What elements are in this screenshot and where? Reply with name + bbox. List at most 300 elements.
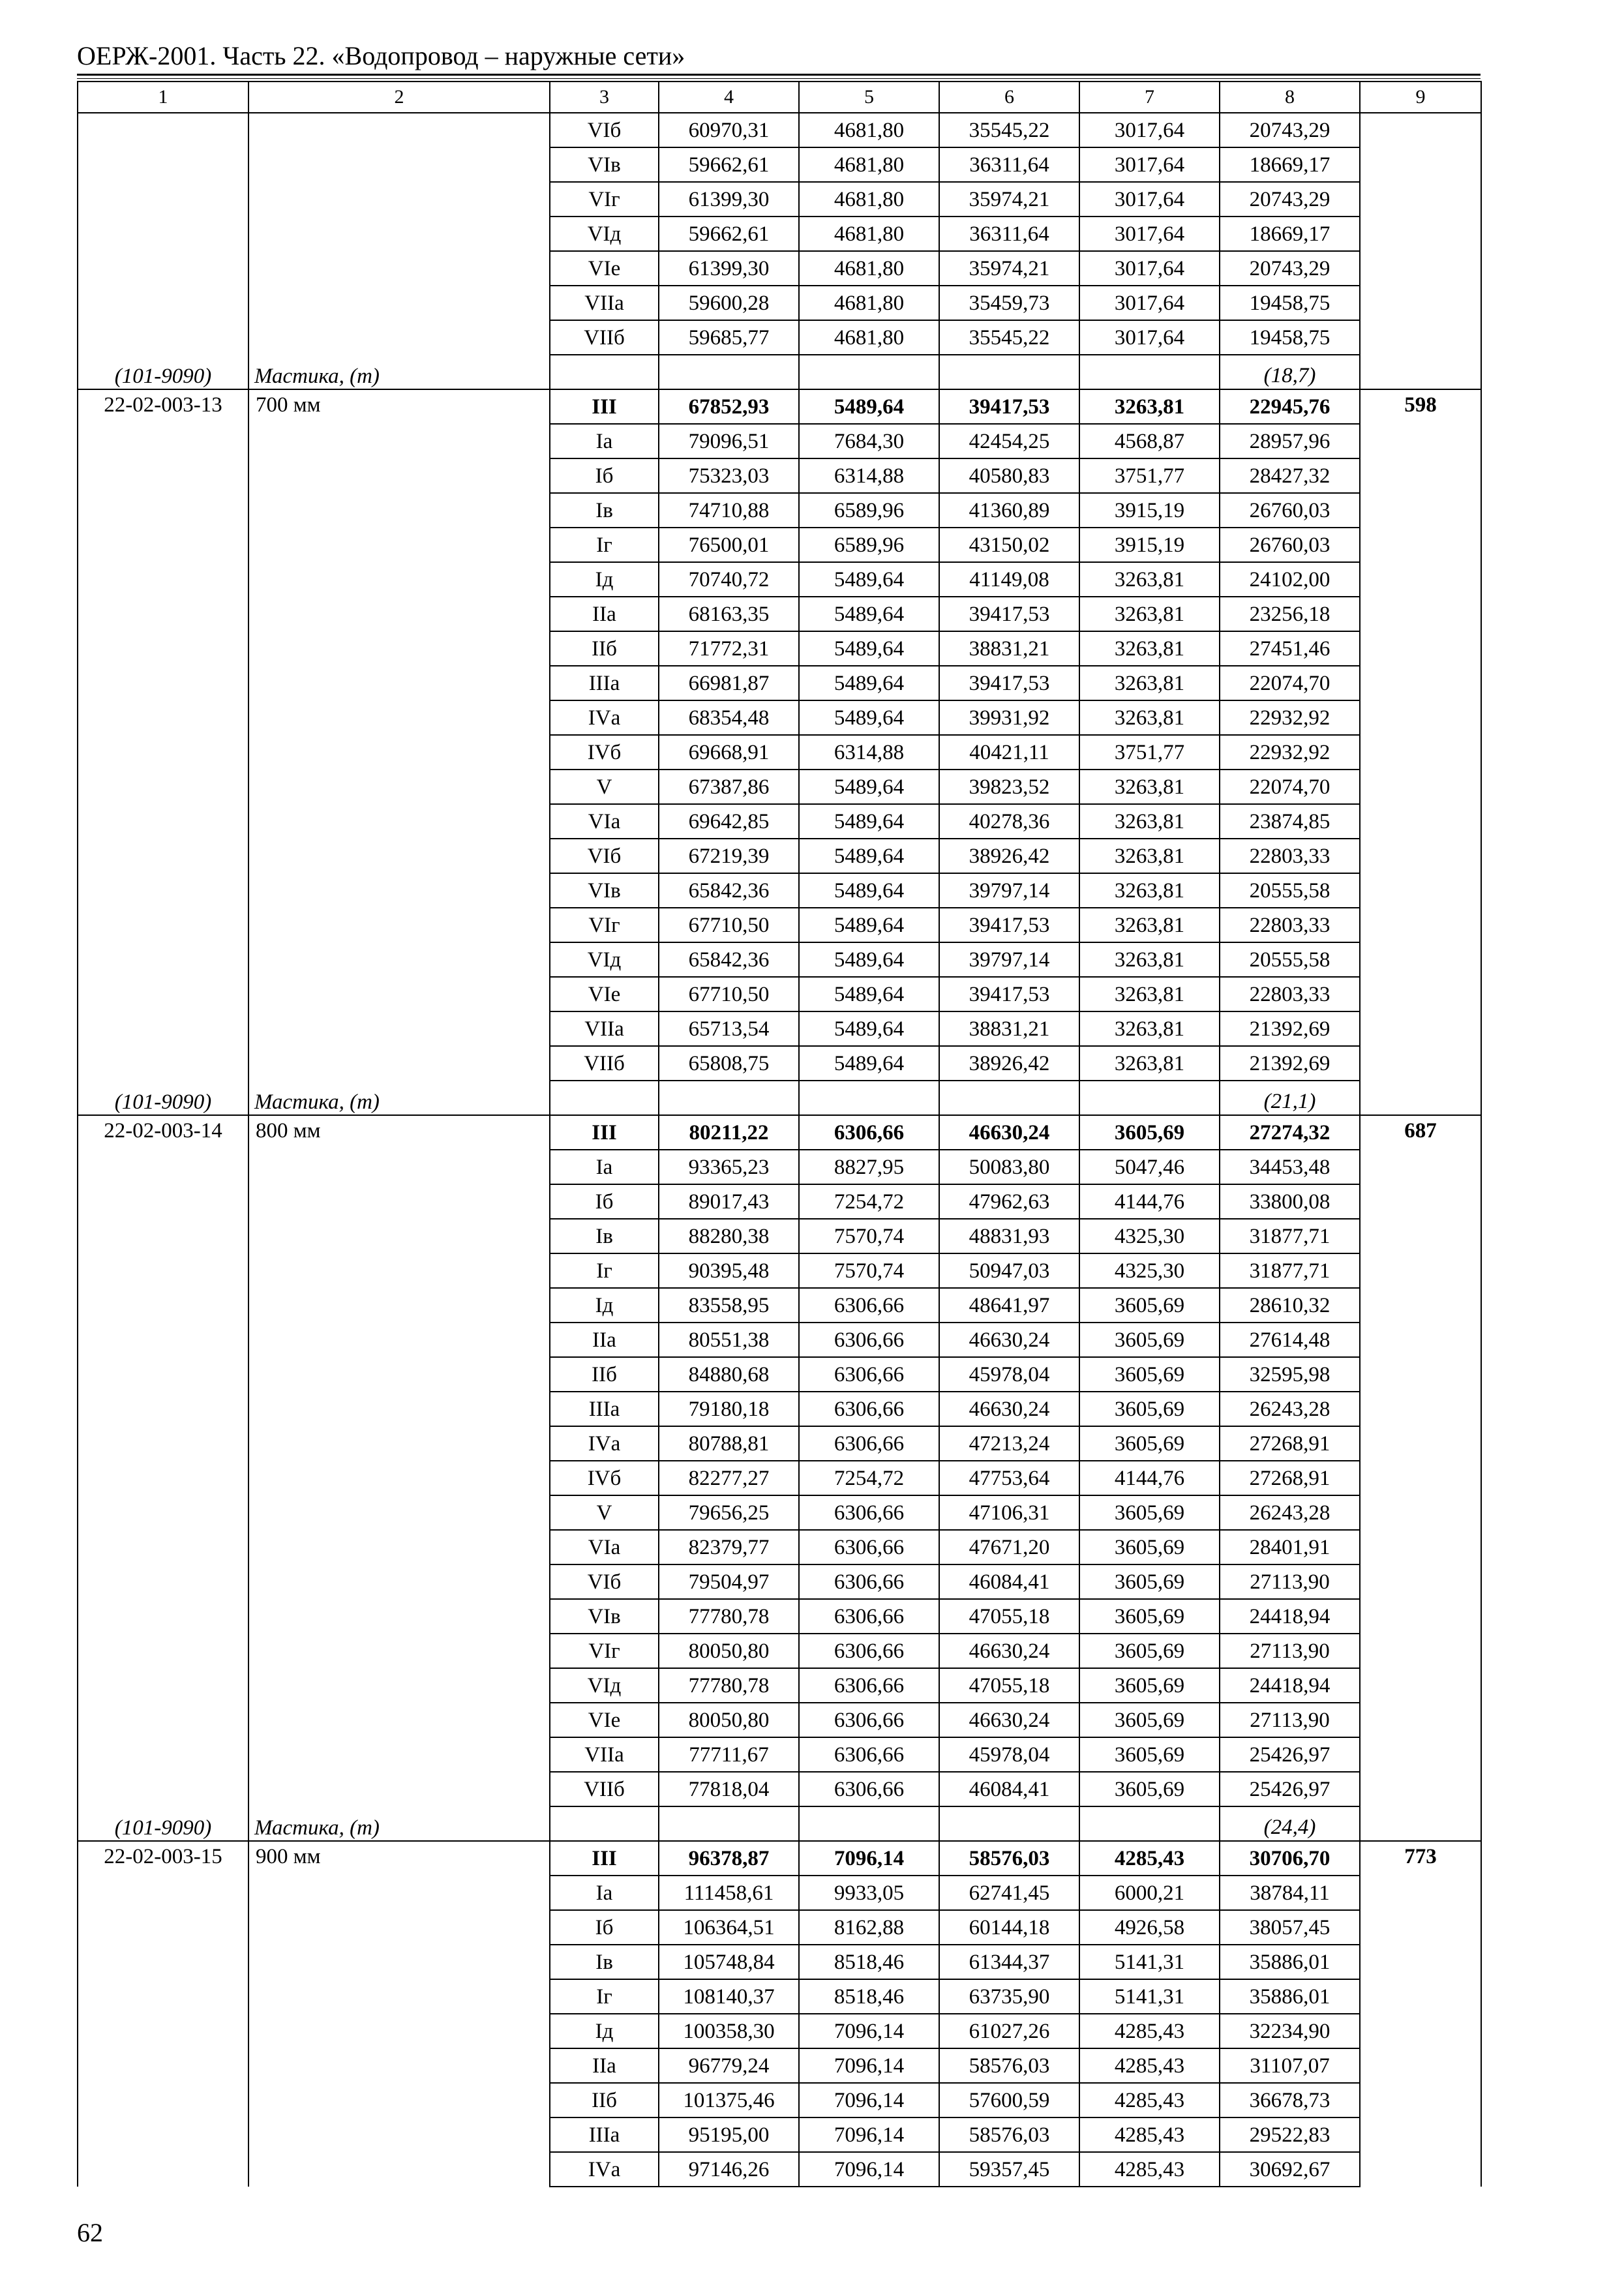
price-cell: 5141,31 [1079, 1979, 1220, 2014]
price-cell: 3751,77 [1079, 458, 1220, 493]
table-row [78, 1115, 1481, 1150]
price-cell: 65808,75 [659, 1046, 799, 1081]
price-cell: 5489,64 [799, 942, 939, 977]
price-cell: 84880,68 [659, 1357, 799, 1392]
price-cell: 79656,25 [659, 1495, 799, 1530]
price-cell: 105748,84 [659, 1945, 799, 1979]
empty-cell [939, 1081, 1079, 1115]
region-zone-cell: Iг [550, 1253, 659, 1288]
price-cell: 80551,38 [659, 1323, 799, 1357]
price-cell: 46630,24 [939, 1392, 1079, 1426]
price-cell: 7570,74 [799, 1219, 939, 1253]
price-cell: 27113,90 [1220, 1564, 1360, 1599]
region-zone-cell: IIа [550, 597, 659, 631]
price-cell: 7096,14 [799, 2117, 939, 2152]
price-cell: 40421,11 [939, 735, 1079, 770]
empty-cell [939, 355, 1079, 389]
price-cell: 5489,64 [799, 562, 939, 597]
price-cell: 7096,14 [799, 1841, 939, 1876]
price-cell: 4325,30 [1079, 1219, 1220, 1253]
price-cell: 4285,43 [1079, 2048, 1220, 2083]
price-cell: 40580,83 [939, 458, 1079, 493]
column-number: 7 [1079, 82, 1220, 113]
price-cell: 58576,03 [939, 1841, 1079, 1876]
region-zone-cell: Iв [550, 1219, 659, 1253]
region-zone-cell: IIб [550, 631, 659, 666]
price-cell: 6306,66 [799, 1703, 939, 1737]
price-cell: 6306,66 [799, 1599, 939, 1634]
rate-name: 900 мм [248, 1841, 550, 2187]
price-cell: 97146,26 [659, 2152, 799, 2187]
price-cell: 5489,64 [799, 631, 939, 666]
rate-code [78, 113, 248, 389]
price-cell: 3263,81 [1079, 873, 1220, 908]
price-cell: 4144,76 [1079, 1184, 1220, 1219]
price-cell: 39931,92 [939, 700, 1079, 735]
price-cell: 47106,31 [939, 1495, 1079, 1530]
price-cell: 3017,64 [1079, 320, 1220, 355]
price-cell: 6589,96 [799, 528, 939, 562]
price-cell: 22803,33 [1220, 977, 1360, 1011]
region-zone-cell: IVа [550, 1426, 659, 1461]
price-cell: 3605,69 [1079, 1357, 1220, 1392]
region-zone-cell: IIIа [550, 666, 659, 700]
price-cell: 33800,08 [1220, 1184, 1360, 1219]
price-cell: 38926,42 [939, 839, 1079, 873]
price-cell: 61344,37 [939, 1945, 1079, 1979]
price-cell: 39417,53 [939, 908, 1079, 942]
material-quantity: (24,4) [1220, 1806, 1360, 1841]
price-cell: 3605,69 [1079, 1323, 1220, 1357]
price-cell: 24102,00 [1220, 562, 1360, 597]
price-cell: 46084,41 [939, 1564, 1079, 1599]
region-zone-cell: Iд [550, 562, 659, 597]
price-cell: 22932,92 [1220, 700, 1360, 735]
price-cell: 39417,53 [939, 666, 1079, 700]
price-cell: 3263,81 [1079, 770, 1220, 804]
region-zone-cell: Iа [550, 1876, 659, 1910]
price-cell: 70740,72 [659, 562, 799, 597]
price-cell: 80211,22 [659, 1115, 799, 1150]
rate-unit-value: 773 [1360, 1841, 1481, 2187]
region-zone-cell: IVб [550, 1461, 659, 1495]
region-zone-cell: IIа [550, 2048, 659, 2083]
price-cell: 69642,85 [659, 804, 799, 839]
price-cell: 20743,29 [1220, 113, 1360, 147]
price-cell: 19458,75 [1220, 286, 1360, 320]
price-cell: 35459,73 [939, 286, 1079, 320]
region-zone-cell: VIд [550, 217, 659, 251]
price-cell: 4681,80 [799, 182, 939, 217]
price-cell: 90395,48 [659, 1253, 799, 1288]
region-zone-cell: IIб [550, 1357, 659, 1392]
price-cell: 3263,81 [1079, 562, 1220, 597]
price-cell: 100358,30 [659, 2014, 799, 2048]
material-code: (101-9090) [114, 1090, 212, 1114]
price-cell: 3751,77 [1079, 735, 1220, 770]
price-cell: 88280,38 [659, 1219, 799, 1253]
price-cell: 34453,48 [1220, 1150, 1360, 1184]
material-quantity: (21,1) [1220, 1081, 1360, 1115]
price-cell: 58576,03 [939, 2048, 1079, 2083]
price-cell: 39797,14 [939, 942, 1079, 977]
price-cell: 59662,61 [659, 217, 799, 251]
price-cell: 95195,00 [659, 2117, 799, 2152]
region-zone-cell: VIд [550, 1668, 659, 1703]
price-cell: 47753,64 [939, 1461, 1079, 1495]
price-cell: 58576,03 [939, 2117, 1079, 2152]
price-cell: 35974,21 [939, 251, 1079, 286]
price-cell: 46630,24 [939, 1115, 1079, 1150]
region-zone-cell: VIIб [550, 320, 659, 355]
region-zone-cell: VIг [550, 1634, 659, 1668]
price-cell: 6306,66 [799, 1564, 939, 1599]
price-cell: 59357,45 [939, 2152, 1079, 2187]
price-cell: 25426,97 [1220, 1772, 1360, 1806]
empty-cell [550, 1081, 659, 1115]
region-zone-cell: IVа [550, 700, 659, 735]
region-zone-cell: VIб [550, 113, 659, 147]
price-cell: 3605,69 [1079, 1737, 1220, 1772]
price-cell: 8827,95 [799, 1150, 939, 1184]
price-cell: 4681,80 [799, 286, 939, 320]
material-quantity: (18,7) [1220, 355, 1360, 389]
region-zone-cell: Iв [550, 493, 659, 528]
rates-table [77, 81, 1482, 2187]
price-cell: 60144,18 [939, 1910, 1079, 1945]
price-cell: 3605,69 [1079, 1703, 1220, 1737]
price-cell: 47671,20 [939, 1530, 1079, 1564]
column-number: 4 [659, 82, 799, 113]
price-cell: 4681,80 [799, 217, 939, 251]
price-cell: 46630,24 [939, 1634, 1079, 1668]
price-cell: 3605,69 [1079, 1668, 1220, 1703]
price-cell: 41360,89 [939, 493, 1079, 528]
price-cell: 5489,64 [799, 666, 939, 700]
price-cell: 76500,01 [659, 528, 799, 562]
price-cell: 71772,31 [659, 631, 799, 666]
price-cell: 6306,66 [799, 1392, 939, 1426]
price-cell: 5489,64 [799, 389, 939, 424]
region-zone-cell: VIг [550, 908, 659, 942]
price-cell: 7254,72 [799, 1461, 939, 1495]
price-cell: 8518,46 [799, 1945, 939, 1979]
price-cell: 42454,25 [939, 424, 1079, 458]
region-zone-cell: VIIб [550, 1772, 659, 1806]
price-cell: 39417,53 [939, 597, 1079, 631]
price-cell: 4681,80 [799, 251, 939, 286]
region-zone-cell: VIг [550, 182, 659, 217]
price-cell: 6306,66 [799, 1668, 939, 1703]
region-zone-cell: Iд [550, 2014, 659, 2048]
price-cell: 83558,95 [659, 1288, 799, 1323]
price-cell: 39797,14 [939, 873, 1079, 908]
price-cell: 3605,69 [1079, 1599, 1220, 1634]
rate-name [248, 113, 550, 389]
price-cell: 27113,90 [1220, 1703, 1360, 1737]
material-code: (101-9090) [114, 1816, 212, 1840]
price-cell: 3017,64 [1079, 251, 1220, 286]
price-cell: 3017,64 [1079, 217, 1220, 251]
empty-cell [799, 1806, 939, 1841]
price-cell: 77780,78 [659, 1668, 799, 1703]
empty-cell [659, 1081, 799, 1115]
price-cell: 96378,87 [659, 1841, 799, 1876]
material-code: (101-9090) [114, 365, 212, 388]
price-cell: 7096,14 [799, 2152, 939, 2187]
price-cell: 9933,05 [799, 1876, 939, 1910]
price-cell: 35974,21 [939, 182, 1079, 217]
price-cell: 35886,01 [1220, 1979, 1360, 2014]
region-zone-cell: VIд [550, 942, 659, 977]
empty-cell [939, 1806, 1079, 1841]
table-row [78, 389, 1481, 424]
price-cell: 68163,35 [659, 597, 799, 631]
page-header: ОЕРЖ-2001. Часть 22. «Водопровод – наружные сети» [77, 41, 685, 70]
price-cell: 59685,77 [659, 320, 799, 355]
column-number: 8 [1220, 82, 1360, 113]
region-zone-cell: V [550, 770, 659, 804]
price-cell: 36311,64 [939, 147, 1079, 182]
region-zone-cell: VIIа [550, 1011, 659, 1046]
price-cell: 48831,93 [939, 1219, 1079, 1253]
price-cell: 3263,81 [1079, 597, 1220, 631]
price-cell: 111458,61 [659, 1876, 799, 1910]
price-cell: 4285,43 [1079, 2083, 1220, 2117]
price-cell: 79504,97 [659, 1564, 799, 1599]
price-cell: 6306,66 [799, 1530, 939, 1564]
column-number: 5 [799, 82, 939, 113]
empty-cell [1079, 1081, 1220, 1115]
price-cell: 3263,81 [1079, 804, 1220, 839]
price-cell: 46630,24 [939, 1703, 1079, 1737]
price-cell: 74710,88 [659, 493, 799, 528]
price-cell: 4144,76 [1079, 1461, 1220, 1495]
column-number: 6 [939, 82, 1079, 113]
price-cell: 65842,36 [659, 873, 799, 908]
price-cell: 50947,03 [939, 1253, 1079, 1288]
region-zone-cell: VIе [550, 1703, 659, 1737]
price-cell: 5489,64 [799, 1011, 939, 1046]
rate-code: 22-02-003-15 [78, 1841, 248, 2187]
empty-cell [1079, 355, 1220, 389]
region-zone-cell: V [550, 1495, 659, 1530]
empty-cell [799, 1081, 939, 1115]
price-cell: 26243,28 [1220, 1495, 1360, 1530]
price-cell: 67219,39 [659, 839, 799, 873]
price-cell: 3605,69 [1079, 1530, 1220, 1564]
price-cell: 26243,28 [1220, 1392, 1360, 1426]
price-cell: 63735,90 [939, 1979, 1079, 2014]
price-cell: 77780,78 [659, 1599, 799, 1634]
rate-unit-value: 687 [1360, 1115, 1481, 1841]
price-cell: 6314,88 [799, 735, 939, 770]
price-cell: 32595,98 [1220, 1357, 1360, 1392]
price-cell: 65842,36 [659, 942, 799, 977]
price-cell: 36311,64 [939, 217, 1079, 251]
price-cell: 5489,64 [799, 908, 939, 942]
price-cell: 46630,24 [939, 1323, 1079, 1357]
price-cell: 68354,48 [659, 700, 799, 735]
price-cell: 41149,08 [939, 562, 1079, 597]
region-zone-cell: Iб [550, 458, 659, 493]
price-cell: 93365,23 [659, 1150, 799, 1184]
price-cell: 4681,80 [799, 320, 939, 355]
price-cell: 27113,90 [1220, 1634, 1360, 1668]
region-zone-cell: IVб [550, 735, 659, 770]
price-cell: 3915,19 [1079, 528, 1220, 562]
price-cell: 39417,53 [939, 389, 1079, 424]
price-cell: 3605,69 [1079, 1564, 1220, 1599]
price-cell: 96779,24 [659, 2048, 799, 2083]
price-cell: 6306,66 [799, 1634, 939, 1668]
empty-cell [659, 1806, 799, 1841]
price-cell: 4926,58 [1079, 1910, 1220, 1945]
price-cell: 3263,81 [1079, 839, 1220, 873]
price-cell: 66981,87 [659, 666, 799, 700]
price-cell: 79180,18 [659, 1392, 799, 1426]
price-cell: 40278,36 [939, 804, 1079, 839]
price-cell: 30692,67 [1220, 2152, 1360, 2187]
price-cell: 6306,66 [799, 1115, 939, 1150]
price-cell: 6306,66 [799, 1357, 939, 1392]
material-name: Мастика, (т) [254, 365, 380, 388]
price-cell: 67710,50 [659, 908, 799, 942]
price-cell: 24418,94 [1220, 1599, 1360, 1634]
price-cell: 20743,29 [1220, 251, 1360, 286]
price-cell: 5141,31 [1079, 1945, 1220, 1979]
region-zone-cell: IVа [550, 2152, 659, 2187]
price-cell: 3263,81 [1079, 1046, 1220, 1081]
price-cell: 43150,02 [939, 528, 1079, 562]
price-cell: 3263,81 [1079, 666, 1220, 700]
region-zone-cell: VIIа [550, 1737, 659, 1772]
price-cell: 3605,69 [1079, 1115, 1220, 1150]
price-cell: 35545,22 [939, 113, 1079, 147]
price-cell: 5489,64 [799, 804, 939, 839]
price-cell: 23874,85 [1220, 804, 1360, 839]
price-cell: 22803,33 [1220, 839, 1360, 873]
price-cell: 77818,04 [659, 1772, 799, 1806]
price-cell: 3605,69 [1079, 1772, 1220, 1806]
price-cell: 5489,64 [799, 839, 939, 873]
price-cell: 39823,52 [939, 770, 1079, 804]
column-number: 3 [550, 82, 659, 113]
rate-unit-value: 598 [1360, 389, 1481, 1115]
price-cell: 3605,69 [1079, 1495, 1220, 1530]
price-cell: 20743,29 [1220, 182, 1360, 217]
price-cell: 30706,70 [1220, 1841, 1360, 1876]
rate-code: 22-02-003-14 (101-9090) [78, 1115, 248, 1841]
price-cell: 75323,03 [659, 458, 799, 493]
price-cell: 21392,69 [1220, 1011, 1360, 1046]
price-cell: 4325,30 [1079, 1253, 1220, 1288]
price-cell: 27614,48 [1220, 1323, 1360, 1357]
price-cell: 7684,30 [799, 424, 939, 458]
empty-cell [550, 1806, 659, 1841]
region-zone-cell: Iв [550, 1945, 659, 1979]
price-cell: 3263,81 [1079, 389, 1220, 424]
price-cell: 38831,21 [939, 631, 1079, 666]
price-cell: 80050,80 [659, 1703, 799, 1737]
region-zone-cell: VIе [550, 251, 659, 286]
empty-cell [1079, 1806, 1220, 1841]
price-cell: 4285,43 [1079, 1841, 1220, 1876]
price-cell: 47962,63 [939, 1184, 1079, 1219]
price-cell: 6306,66 [799, 1772, 939, 1806]
price-cell: 106364,51 [659, 1910, 799, 1945]
price-cell: 89017,43 [659, 1184, 799, 1219]
price-cell: 6314,88 [799, 458, 939, 493]
price-cell: 4681,80 [799, 113, 939, 147]
price-cell: 21392,69 [1220, 1046, 1360, 1081]
rate-unit-value [1360, 113, 1481, 389]
price-cell: 28957,96 [1220, 424, 1360, 458]
price-cell: 3605,69 [1079, 1392, 1220, 1426]
region-zone-cell: VIе [550, 977, 659, 1011]
region-zone-cell: VIа [550, 1530, 659, 1564]
price-cell: 67387,86 [659, 770, 799, 804]
price-cell: 47213,24 [939, 1426, 1079, 1461]
price-cell: 77711,67 [659, 1737, 799, 1772]
price-cell: 18669,17 [1220, 147, 1360, 182]
price-cell: 45978,04 [939, 1737, 1079, 1772]
price-cell: 31107,07 [1220, 2048, 1360, 2083]
price-cell: 38057,45 [1220, 1910, 1360, 1945]
price-cell: 7254,72 [799, 1184, 939, 1219]
header-rule-thick [77, 74, 1481, 76]
price-cell: 48641,97 [939, 1288, 1079, 1323]
price-cell: 3915,19 [1079, 493, 1220, 528]
price-cell: 4285,43 [1079, 2014, 1220, 2048]
price-cell: 36678,73 [1220, 2083, 1360, 2117]
price-cell: 5489,64 [799, 700, 939, 735]
price-cell: 3605,69 [1079, 1426, 1220, 1461]
price-cell: 46084,41 [939, 1772, 1079, 1806]
price-cell: 31877,71 [1220, 1253, 1360, 1288]
price-cell: 26760,03 [1220, 528, 1360, 562]
price-cell: 22932,92 [1220, 735, 1360, 770]
price-cell: 62741,45 [939, 1876, 1079, 1910]
price-cell: 38784,11 [1220, 1876, 1360, 1910]
price-cell: 27268,91 [1220, 1426, 1360, 1461]
price-cell: 3605,69 [1079, 1288, 1220, 1323]
price-cell: 22803,33 [1220, 908, 1360, 942]
price-cell: 26760,03 [1220, 493, 1360, 528]
price-cell: 7096,14 [799, 2014, 939, 2048]
region-zone-cell: Iа [550, 424, 659, 458]
column-number: 2 [248, 82, 550, 113]
price-cell: 32234,90 [1220, 2014, 1360, 2048]
rates-table-body [78, 82, 1481, 2187]
region-zone-cell: Iг [550, 1979, 659, 2014]
region-zone-cell: IIб [550, 2083, 659, 2117]
price-cell: 59662,61 [659, 147, 799, 182]
price-cell: 31877,71 [1220, 1219, 1360, 1253]
price-cell: 6306,66 [799, 1426, 939, 1461]
price-cell: 35545,22 [939, 320, 1079, 355]
price-cell: 3263,81 [1079, 631, 1220, 666]
price-cell: 67710,50 [659, 977, 799, 1011]
region-zone-cell: Iб [550, 1910, 659, 1945]
price-cell: 3263,81 [1079, 1011, 1220, 1046]
region-zone-cell: IIIа [550, 2117, 659, 2152]
price-cell: 38926,42 [939, 1046, 1079, 1081]
region-zone-cell: Iб [550, 1184, 659, 1219]
price-cell: 3263,81 [1079, 942, 1220, 977]
price-cell: 4285,43 [1079, 2117, 1220, 2152]
price-cell: 38831,21 [939, 1011, 1079, 1046]
